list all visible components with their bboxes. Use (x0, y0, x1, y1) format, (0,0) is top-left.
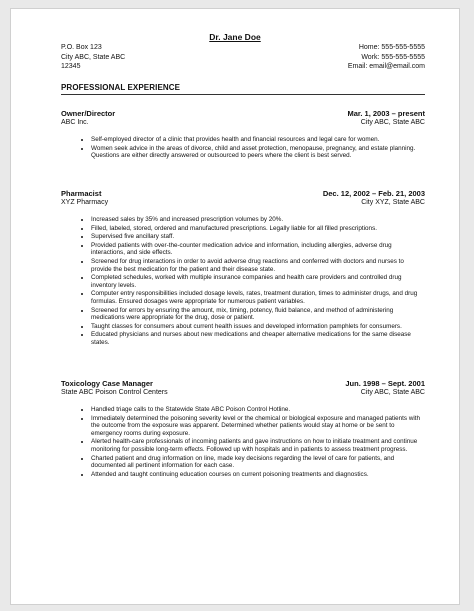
job-dates: Jun. 1998 – Sept. 2001 (345, 379, 425, 388)
email: Email: email@email.com (347, 63, 425, 70)
job-org: ABC Inc. (61, 119, 89, 126)
section-divider (61, 94, 425, 95)
address-line-3: 12345 (61, 63, 81, 70)
list-item: • Immediately determined the poisoning severity level or the chemical or biological exposure and managed patients with the outcome from the exposure was apparent. Determined whether patients would stay at home or be sent to emergency rooms during exposure. (91, 415, 425, 438)
job-subheader (61, 199, 425, 206)
job-entry (61, 109, 425, 161)
job-entry (61, 189, 425, 348)
list-item: • Women seek advice in the areas of divorce, child and asset protection, menopause, pregnancy, and estate planning. Questions are either directly answered or outsourced to peers where the client is best served. (91, 145, 425, 160)
job-title: Owner/Director (61, 109, 116, 118)
list-item: • Completed schedules, worked with multiple insurance companies and health care providers and controlled drug inventory levels. (91, 274, 425, 289)
list-item: • Filled, labeled, stored, ordered and manufactured prescriptions. Legally liable for all filled prescriptions. (91, 225, 425, 233)
work-phone: Work: 555-555-5555 (361, 53, 425, 61)
job-bullets (61, 136, 425, 160)
list-item: • Provided patients with over-the-counter medication advice and information, including allergies, adverse drug interactions, and side effects. (91, 242, 425, 257)
job-org: XYZ Pharmacy (61, 199, 109, 206)
job-subheader (61, 119, 425, 126)
contact-block (348, 43, 425, 72)
list-item: • Increased sales by 35% and increased prescription volumes by 20%. (91, 216, 425, 224)
home-phone: Home: 555-555-5555 (358, 44, 425, 51)
list-item: • Educated physicians and nurses about new medications and cheaper alternative medications for the same disease states. (91, 331, 425, 346)
job-location: City ABC, State ABC (360, 119, 425, 126)
job-org: State ABC Poison Control Centers (61, 389, 168, 396)
list-item: • Screened for drug interactions in order to avoid adverse drug reactions and conferred with doctors and nurses to provide the best medication for the patient and their disease state. (91, 258, 425, 273)
job-bullets (61, 216, 425, 347)
list-item: • Self-employed director of a clinic that provides health and financial resources and legal care for women. (91, 136, 425, 144)
resume-name: Dr. Jane Doe (209, 32, 261, 42)
job-title: Toxicology Case Manager (61, 379, 153, 388)
address-line-1: P.O. Box 123 (61, 44, 102, 51)
list-item: • Computer entry responsibilities included dosage levels, rates, treatment duration, times to administer drugs, and drug formulas. Ensured dosages were appropriate for numerous patient variables. (91, 290, 425, 305)
list-item: • Taught classes for consumers about current health issues and developed information pamphlets for consumers. (91, 323, 425, 331)
job-dates: Mar. 1, 2003 – present (347, 109, 425, 118)
job-subheader (61, 389, 425, 396)
list-item: • Charted patient and drug information on line, made key decisions regarding the level of care for patients, and documented all pertinent information for each case. (91, 455, 425, 470)
job-location: City ABC, State ABC (360, 389, 425, 396)
resume-page (10, 8, 460, 605)
job-dates: Dec. 12, 2002 – Feb. 21, 2003 (322, 189, 425, 198)
list-item: • Screened for errors by ensuring the amount, mix, timing, potency, fluid balance, and method of administering medications were appropriate for the drug, dose or patient. (91, 307, 425, 322)
list-item: • Handled triage calls to the Statewide State ABC Poison Control Hotline. (91, 406, 425, 414)
job-entry (61, 379, 425, 479)
list-item: • Attended and taught continuing education courses on current poisoning treatments and diagnostics. (91, 471, 425, 479)
address-block (61, 43, 125, 72)
address-line-2: City ABC, State ABC (61, 53, 126, 61)
section-title: PROFESSIONAL EXPERIENCE (61, 83, 181, 92)
list-item: • Supervised five ancillary staff. (91, 233, 425, 241)
list-item: • Alerted health-care professionals of incoming patients and gave instructions on how to initiate treatment and continue monitoring for possible long-term effects. Followed up with hospitals and in patients to assess treatment progress. (91, 438, 425, 453)
job-title: Pharmacist (61, 189, 102, 198)
job-location: City XYZ, State ABC (361, 199, 425, 206)
job-bullets (61, 406, 425, 478)
